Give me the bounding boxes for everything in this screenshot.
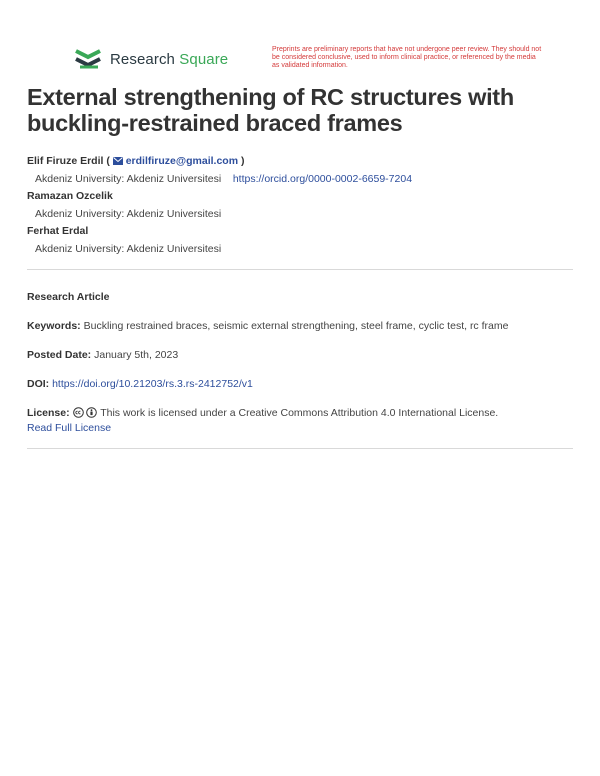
envelope-icon <box>113 157 123 165</box>
paper-title: External strengthening of RC structures with buckling-restrained braced frames <box>27 84 514 136</box>
research-square-logo[interactable] <box>74 48 228 70</box>
author-entry <box>27 223 575 241</box>
divider <box>27 269 573 270</box>
divider <box>27 448 573 449</box>
read-full-license-link[interactable]: Read Full License <box>27 422 112 434</box>
preprint-disclaimer: Preprints are preliminary reports that have not undergone peer review. They should not be considered conclusive, used to inform clinical practice, or referenced by the media as validated information. <box>272 46 542 69</box>
posted-date-value: January 5th, 2023 <box>94 349 179 361</box>
author-affiliation: Akdeniz University: Akdeniz Universitesi <box>35 207 222 220</box>
license-text: This work is licensed under a Creative Commons Attribution 4.0 International License. <box>100 407 499 419</box>
keywords-label: Keywords: <box>27 320 81 332</box>
creative-commons-icon <box>73 407 84 418</box>
attribution-icon <box>86 407 97 418</box>
doi-label: DOI: <box>27 378 50 390</box>
posted-date-label: Posted Date: <box>27 349 92 361</box>
author-email-link[interactable]: erdilfiruze@gmail.com <box>113 155 241 167</box>
author-list <box>27 153 575 258</box>
keywords-value: Buckling restrained braces, seismic external strengthening, steel frame, cyclic test, rc frame <box>83 320 509 332</box>
doi-link[interactable]: https://doi.org/10.21203/rs.3.rs-2412752/v1 <box>52 378 253 390</box>
doi <box>27 377 575 392</box>
license <box>27 406 575 436</box>
author-name: Ramazan Ozcelik <box>27 190 113 202</box>
article-type: Research Article <box>27 291 110 303</box>
license-label: License: <box>27 407 70 419</box>
author-name: Elif Firuze Erdil <box>27 155 104 167</box>
author-affiliation: Akdeniz University: Akdeniz Universitesi <box>35 242 222 255</box>
orcid-link[interactable]: https://orcid.org/0000-0002-6659-7204 <box>232 172 413 185</box>
keywords <box>27 319 575 334</box>
author-entry <box>27 188 575 206</box>
author-affiliation: Akdeniz University: Akdeniz Universitesi https://orcid.org/0000-0002-6659-7204 <box>35 172 413 185</box>
research-square-logo-icon <box>74 48 104 70</box>
author-entry: Elif Firuze Erdil ( erdilfiruze@gmail.com ) <box>27 155 245 167</box>
logo-text: Research Square <box>110 50 229 68</box>
author-name: Ferhat Erdal <box>27 225 89 237</box>
posted-date <box>27 348 575 363</box>
